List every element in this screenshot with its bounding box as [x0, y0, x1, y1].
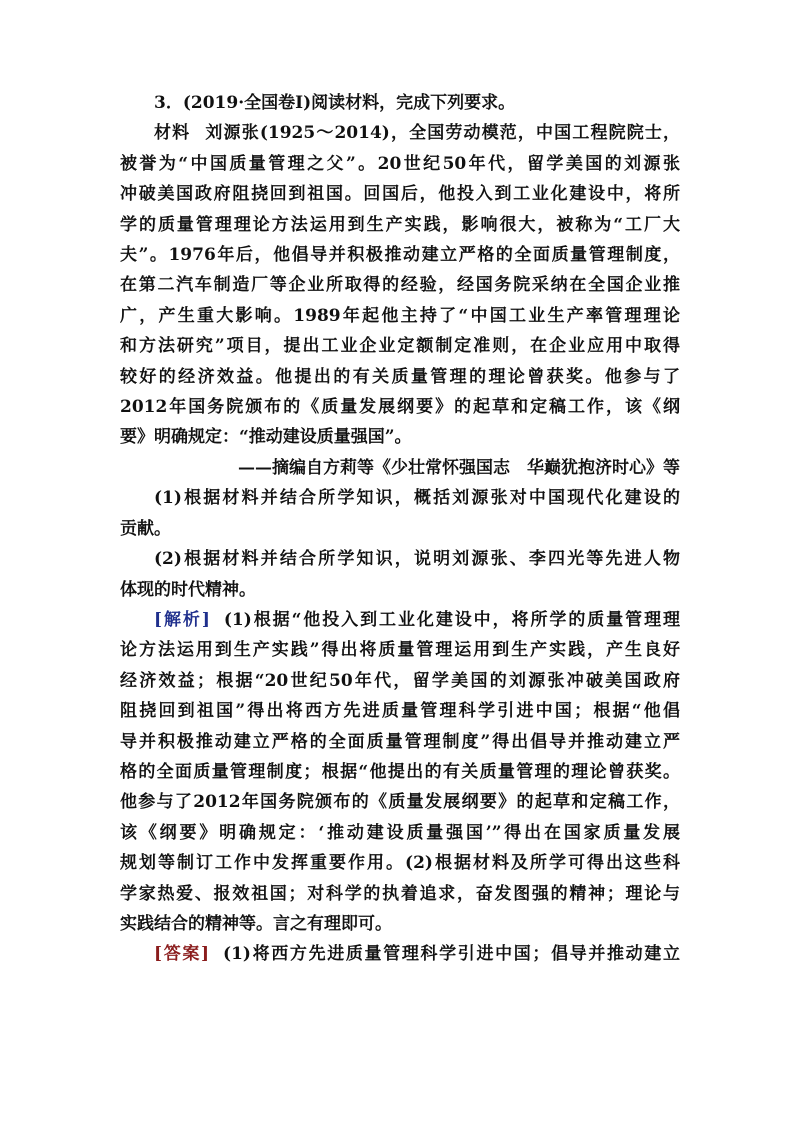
material-line-3: 冲破美国政府阻挠回到祖国。回国后，他投入到工业化建设中，将所: [120, 184, 680, 205]
document-page: [120, 88, 680, 970]
analysis-line-9: 规划等制订工作中发挥重要作用。(2)根据材料及所学可得出这些科: [120, 853, 680, 874]
material-block: [120, 118, 680, 483]
answer-tag: [答案]: [154, 944, 210, 965]
subquestion-1: [120, 483, 680, 544]
material-line-4: 学的质量管理理论方法运用到生产实践，影响很大，被称为“工厂大: [120, 214, 680, 235]
analysis-line-1: [解析] (1)根据“他投入到工业化建设中，将所学的质量管理理: [154, 609, 680, 630]
subquestion-2-line-1: (2)根据材料并结合所学知识，说明刘源张、李四光等先进人物: [154, 549, 680, 570]
analysis-line-2: 论方法运用到生产实践”得出将质量管理运用到生产实践，产生良好: [120, 640, 680, 661]
subquestion-1-line-2: 贡献。: [120, 518, 171, 539]
subquestion-1-line-1: (1)根据材料并结合所学知识，概括刘源张对中国现代化建设的: [154, 488, 680, 509]
analysis-line-10: 学家热爱、报效祖国；对科学的执着追求，奋发图强的精神；理论与: [120, 883, 680, 904]
analysis-line-3: 经济效益；根据“20世纪50年代，留学美国的刘源张冲破美国政府: [120, 670, 680, 691]
analysis-line-8: 该《纲要》明确规定：‘推动建设质量强国’”得出在国家质量发展: [120, 822, 680, 843]
analysis-line-7: 他参与了2012年国务院颁布的《质量发展纲要》的起草和定稿工作，: [120, 792, 680, 813]
subquestion-2-line-2: 体现的时代精神。: [120, 579, 256, 600]
material-line-1: 材料 刘源张(1925～2014)，全国劳动模范，中国工程院院士，: [154, 123, 681, 144]
material-line-5: 夫”。1976年后，他倡导并积极推动建立严格的全面质量管理制度，: [120, 245, 680, 266]
question-heading: [120, 88, 680, 118]
question-number: 3．: [154, 93, 183, 113]
material-source: ——摘编自方莉等《少壮常怀强国志 华巅犹抱济时心》等: [238, 457, 680, 478]
material-line-10: 2012年国务院颁布的《质量发展纲要》的起草和定稿工作，该《纲: [120, 397, 680, 418]
analysis-line-11: 实践结合的精神等。言之有理即可。: [120, 913, 392, 934]
analysis-line-4: 阻挠回到祖国”得出将西方先进质量管理科学引进中国；根据“他倡: [120, 701, 680, 722]
material-line-11: 要》明确规定：“推动建设质量强国”。: [120, 427, 412, 448]
material-line-8: 和方法研究”项目，提出工业企业定额制定准则，在企业应用中取得: [120, 336, 680, 357]
analysis-block: [120, 605, 680, 939]
answer-line-1: [答案] (1)将西方先进质量管理科学引进中国；倡导并推动建立: [154, 944, 680, 965]
material-line-9: 较好的经济效益。他提出的有关质量管理的理论曾获奖。他参与了: [120, 366, 680, 387]
material-line-6: 在第二汽车制造厂等企业所取得的经验，经国务院采纳在全国企业推: [120, 275, 680, 296]
question-intro: (2019·全国卷Ⅰ)阅读材料，完成下列要求。: [182, 93, 516, 113]
answer-block: [120, 939, 680, 969]
material-line-2: 被誉为“中国质量管理之父”。20世纪50年代，留学美国的刘源张: [120, 153, 680, 174]
material-label: 材料: [154, 123, 191, 144]
subquestion-2: [120, 544, 680, 605]
material-line-7: 广，产生重大影响。1989年起他主持了“中国工业生产率管理理论: [120, 305, 680, 326]
analysis-line-6: 格的全面质量管理制度；根据“他提出的有关质量管理的理论曾获奖。: [120, 761, 680, 782]
analysis-tag: [解析]: [154, 609, 210, 630]
analysis-line-5: 导并积极推动建立严格的全面质量管理制度”得出倡导并推动建立严: [120, 731, 680, 752]
